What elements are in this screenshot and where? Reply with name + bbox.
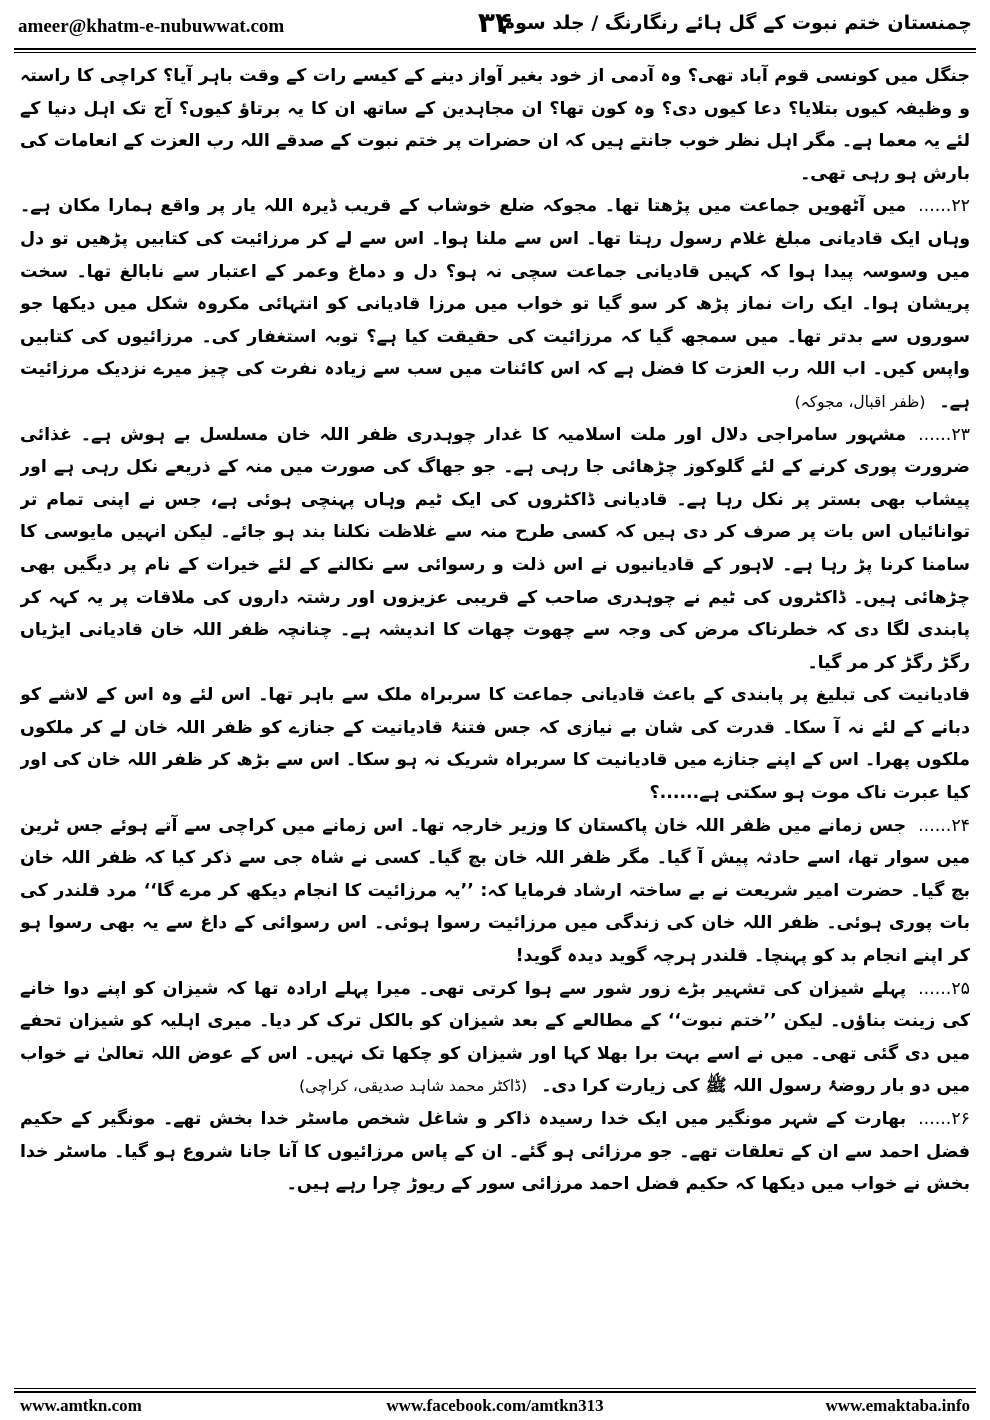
paragraph-23-continued (20, 679, 970, 809)
paragraph-text: بھارت کے شہر مونگیر میں ایک خدا رسیدہ ذاکر و شاغل شخص ماسٹر خدا بخش تھے۔ مونگیر کے حکیم فضل احمد سے ان کے تعلقات تھے۔ جو مرزائی ہو گئے۔ ان کے پاس مرزائیوں کا آنا جانا شروع ہو گیا۔ ماسٹر خدا بخش نے خواب میں دیکھا کہ حکیم فضل احمد مرزائی سور کے ریوڑ چرا رہے ہیں۔ (20, 1109, 970, 1195)
header-rule (14, 48, 976, 50)
paragraph-text: میں آٹھویں جماعت میں پڑھتا تھا۔ مجوکہ ضلع خوشاب کے قریب ڈیرہ اللہ یار پر واقع ہمارا مکان ہے۔ وہاں ایک قادیانی مبلغ غلام رسول رہتا تھا۔ اس سے ملنا ہوا۔ اس سے لے کر مرزائیت کی کتابیں پڑھیں تو دل میں وسوسہ پیدا ہوا کہ کہیں قادیانی جماعت سچی نہ ہو؟ دل و دماغ وعمر کے اعتبار سے نابالغ تھا۔ سخت پریشان ہوا۔ ایک رات نماز پڑھ کر سو گیا تو خواب میں مرزا قادیانی کو انتہائی مکروہ شکل میں دیکھا جو سوروں سے بدتر تھا۔ میں سمجھ گیا کہ مرزائیت کی حقیقت کیا ہے؟ توبہ استغفار کی۔ مرزائیوں کی کتابیں واپس کیں۔ اب اللہ رب العزت کا فضل ہے کہ اس کائنات میں سب سے زیادہ نفرت کی چیز میرے نزدیک مرزائیت ہے۔ (20, 196, 970, 412)
page-footer (0, 1394, 990, 1420)
paragraph-intro (20, 60, 970, 190)
page-number: ۳۴ (477, 6, 513, 39)
paragraph-text: مشہور سامراجی دلال اور ملت اسلامیہ کا غدار چوہدری ظفر اللہ خان مسلسل بے ہوش ہے۔ غذائی ضرورت پوری کرنے کے لئے گلوکوز چڑھائی جا رہی ہے۔ جو جھاگ کی صورت میں منہ کے ذریعے نکل رہی ہے اور پیشاب بھی بستر پر نکل رہا ہے۔ قادیانی ڈاکٹروں کی ایک ٹیم وہاں پہنچی ہوئی ہے، جس نے اپنی تمام تر توانائیاں اس بات پر صرف کر دی ہیں کہ کسی طرح منہ سے غلاظت نکلنا بند ہو جائے۔ لیکن انہیں مایوسی کا سامنا کرنا پڑ رہا ہے۔ لاہور کے قادیانیوں نے اس ذلت و رسوائی سے نکالنے کے لئے خیرات کے نام پر دیگیں بھی چڑھائی ہیں۔ ڈاکٹروں کی ٹیم نے چوہدری صاحب کے قریبی عزیزوں اور رشتہ داروں کی ملاقات پر یہ کہہ کر پابندی لگا دی کہ خطرناک مرض کی وجہ سے چھوت چھات کا اندیشہ ہے۔ چنانچہ ظفر اللہ خان قادیانی ایڑیاں رگڑ رگڑ کر مر گیا۔ (20, 424, 970, 673)
paragraph-25 (20, 973, 970, 1103)
footer-rule-thin (14, 1388, 976, 1389)
paragraph-citation: (ڈاکٹر محمد شاہد صدیقی، کراچی) (299, 1077, 528, 1096)
paragraph-24 (20, 810, 970, 973)
paragraph-number: ۲۶...... (918, 1109, 970, 1129)
page-header (0, 0, 990, 48)
paragraph-number: ۲۵...... (918, 978, 970, 999)
header-email: ameer@khatm-e-nubuwwat.com (18, 16, 285, 37)
footer-link-emaktaba[interactable]: www.emaktaba.info (825, 1396, 970, 1415)
paragraph-text: جنگل میں کونسی قوم آباد تھی؟ وہ آدمی از خود بغیر آواز دینے کے کیسے رات کے وقت باہر آیا؟ کراچی کا راستہ و وظیفہ کیوں بتلایا؟ دعا کیوں دی؟ وہ کون تھا؟ ان مجاہدین کے ساتھ ان کا یہ برتاؤ کیوں؟ آج تک اہل دنیا کے لئے یہ معما ہے۔ مگر اہل نظر خوب جانتے ہیں کہ ان حضرات پر ختم نبوت کے صدقے اللہ رب العزت کے انعامات کی بارش ہو رہی تھی۔ (20, 66, 970, 184)
paragraph-26 (20, 1103, 970, 1201)
paragraph-number: ۲۳...... (918, 424, 970, 445)
paragraph-23 (20, 419, 970, 680)
paragraph-text: قادیانیت کی تبلیغ پر پابندی کے باعث قادیانی جماعت کا سربراہ ملک سے باہر تھا۔ اس لئے وہ اس کے لاشے کو دبانے کے لئے نہ آ سکا۔ قدرت کی شان بے نیازی کہ جس فتنۂ قادیانیت کے جنازے کو ظفر اللہ خان لے کر ملکوں ملکوں پھرا۔ اس کے اپنے جنازے میں قادیانیت کا سربراہ شریک نہ ہو سکا۔ اس سے بڑھ کر ظفر اللہ خان کی اور کیا عبرت ناک موت ہو سکتی ہے......؟ (20, 685, 970, 804)
paragraph-text: جس زمانے میں ظفر اللہ خان پاکستان کا وزیر خارجہ تھا۔ اس زمانے میں کراچی سے آتے ہوئے جس ٹرین میں سوار تھا، اسے حادثہ پیش آ گیا۔ مگر ظفر اللہ خان بچ گیا۔ کسی نے شاہ جی سے ذکر کیا کہ ظفر اللہ خان بچ گیا۔ حضرت امیر شریعت نے بے ساختہ ارشاد فرمایا کہ: ’’یہ مرزائیت کا انجام دیکھ کر مرے گا‘‘ مرد قلندر کی بات پوری ہوئی۔ ظفر اللہ خان کی زندگی میں مرزائیت رسوا ہوئی۔ اس رسوائی کے داغ سے یہ بھی رسوا ہو کر اپنے انجام بد کو پہنچا۔ قلندر ہرچہ گوید دیدہ گوید! (20, 815, 970, 967)
footer-link-amtkn[interactable]: www.amtkn.com (20, 1396, 142, 1415)
paragraph-number: ۲۴...... (918, 815, 970, 836)
paragraph-text: پہلے شیزان کی تشہیر بڑے زور شور سے ہوا کرتی تھی۔ میرا پہلے ارادہ تھا کہ شیزان کو اپنے دوا خانے کی زینت بناؤں۔ لیکن ’’ختم نبوت‘‘ کے مطالعے کے بعد شیزان کو بالکل ترک کر دیا۔ میری اہلیہ کو شیزان تحفے میں دی گئی تھی۔ میں نے اسے بہت برا بھلا کہا اور شیزان کو چکھا تک نہیں۔ اس کے عوض اللہ تعالیٰ نے خواب میں دو بار روضۂ رسول اللہ ﷺ کی زیارت کرا دی۔ (20, 978, 970, 1097)
page-body (20, 60, 970, 1378)
paragraph-22 (20, 190, 970, 418)
book-title: چمنستان ختم نبوت کے گل ہائے رنگارنگ / جلد سوم (501, 12, 972, 34)
footer-link-facebook[interactable]: www.facebook.com/amtkn313 (386, 1396, 604, 1415)
header-rule-thin (14, 52, 976, 53)
paragraph-citation: (ظفر اقبال، مجوکہ) (794, 392, 926, 411)
footer-rule (14, 1391, 976, 1393)
paragraph-number: ۲۲...... (918, 196, 970, 217)
